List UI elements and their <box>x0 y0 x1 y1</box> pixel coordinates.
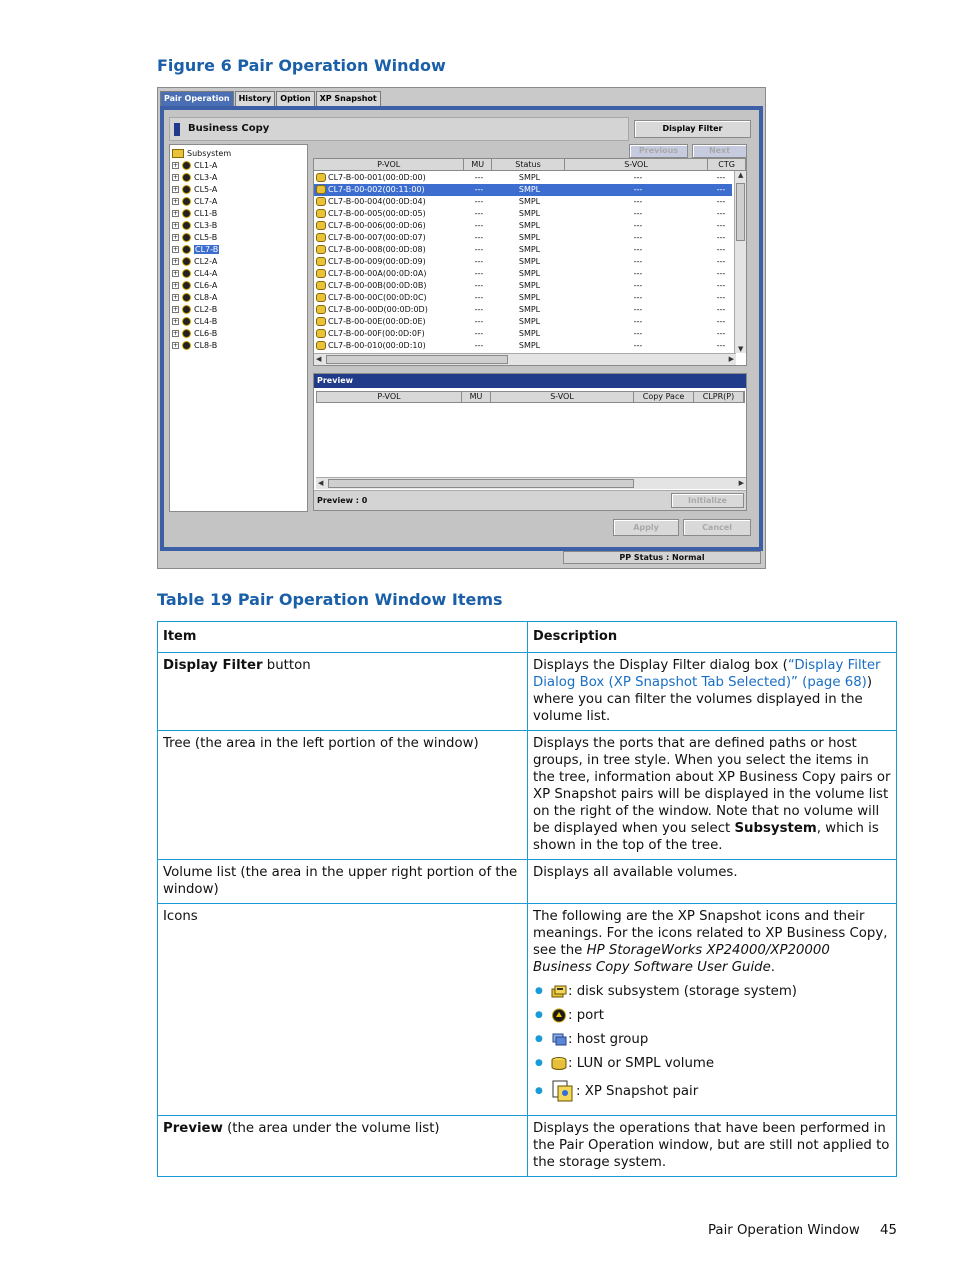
volume-pvol-text: CL7-B-00-004(00:0D:04) <box>328 197 426 206</box>
expand-icon[interactable]: + <box>173 305 179 313</box>
tree-port-node[interactable] <box>172 327 217 339</box>
item-bold: Display Filter <box>163 658 263 673</box>
tab-xp-snapshot[interactable]: XP Snapshot <box>316 91 381 106</box>
volume-cell-svol: --- <box>633 281 643 290</box>
preview-col-clpr[interactable]: CLPR(P) <box>694 392 744 402</box>
tree-port-label: CL6-B <box>194 328 218 338</box>
description-cell: Displays the operations that have been performed in the Pair Operation window, but are still not applied to the storage system. <box>528 1116 897 1177</box>
item-cell: Tree (the area in the left portion of the window) <box>158 731 528 860</box>
volume-pvol-text: CL7-B-00-005(00:0D:05) <box>328 209 426 218</box>
volume-cell-ctg: --- <box>716 341 726 350</box>
volume-cell-status: SMPL <box>518 281 541 290</box>
port-icon <box>182 305 191 314</box>
tree-port-node[interactable] <box>172 243 219 255</box>
volume-cell-mu: --- <box>474 197 484 206</box>
volume-row[interactable] <box>314 220 732 232</box>
col-status[interactable]: Status <box>492 159 565 171</box>
volume-cell-pvol <box>314 280 465 292</box>
volume-pvol-text: CL7-B-00-001(00:0D:00) <box>328 173 426 182</box>
host-group-icon <box>551 1032 567 1047</box>
volume-cell-svol: --- <box>633 185 643 194</box>
volume-cell-svol: --- <box>633 257 643 266</box>
volume-row[interactable] <box>314 244 732 256</box>
table-header-row <box>158 622 897 653</box>
volume-row[interactable] <box>314 268 732 280</box>
lun-icon <box>316 293 326 302</box>
lun-icon <box>316 233 326 242</box>
desc-pre: The following are the XP Snapshot icons and their meanings. For the icons related to XP Business Copy, see the <box>533 909 888 958</box>
scroll-left-icon[interactable]: ◀ <box>316 355 322 363</box>
snapshot-pair-icon <box>551 1079 575 1103</box>
list-item <box>533 983 891 1000</box>
table-row <box>158 653 897 731</box>
expand-icon[interactable]: + <box>173 281 179 289</box>
expand-icon[interactable]: + <box>173 197 179 205</box>
volume-cell-mu: --- <box>474 293 484 302</box>
expand-icon[interactable]: + <box>173 221 179 229</box>
volume-cell-mu: --- <box>474 209 484 218</box>
volume-row[interactable] <box>314 280 732 292</box>
icon-list <box>533 983 891 1103</box>
volume-row[interactable] <box>314 316 732 328</box>
tab-bar <box>160 91 382 106</box>
volume-cell-status: SMPL <box>518 245 541 254</box>
volume-cell-ctg: --- <box>716 317 726 326</box>
cancel-button[interactable]: Cancel <box>683 519 751 536</box>
volume-cell-pvol <box>314 292 465 304</box>
volume-cell-status: SMPL <box>518 329 541 338</box>
volume-cell-svol: --- <box>633 269 643 278</box>
volume-cell-mu: --- <box>474 257 484 266</box>
volume-cell-mu: --- <box>474 245 484 254</box>
disk-subsystem-icon <box>551 984 567 999</box>
lun-icon <box>316 245 326 254</box>
scroll-thumb[interactable] <box>736 183 745 241</box>
volume-cell-ctg: --- <box>716 257 726 266</box>
scroll-down-icon[interactable]: ▼ <box>738 345 744 353</box>
lun-icon <box>316 173 326 182</box>
section-title: Business Copy <box>188 123 270 134</box>
lun-icon <box>316 221 326 230</box>
volume-pvol-text: CL7-B-00-00C(00:0D:0C) <box>328 293 427 302</box>
tree-port-node[interactable] <box>172 207 217 219</box>
lun-icon <box>316 257 326 266</box>
port-icon <box>182 293 191 302</box>
volume-pvol-text: CL7-B-00-00D(00:0D:0D) <box>328 305 428 314</box>
figure-caption: Figure 6 Pair Operation Window <box>157 56 446 75</box>
preview-scroll-left-icon[interactable]: ◀ <box>318 479 324 487</box>
table-row <box>158 860 897 904</box>
volume-cell-pvol <box>314 256 465 268</box>
previous-button[interactable]: Previous <box>629 144 688 158</box>
volume-cell-svol: --- <box>633 245 643 254</box>
expand-icon[interactable]: + <box>173 185 179 193</box>
desc-post: . <box>770 960 776 975</box>
volume-cell-mu: --- <box>474 221 484 230</box>
volume-cell-status: SMPL <box>518 293 541 302</box>
port-icon <box>182 197 191 206</box>
volume-row[interactable] <box>314 304 732 316</box>
list-item <box>533 1031 891 1048</box>
volume-pvol-text: CL7-B-00-00F(00:0D:0F) <box>328 329 425 338</box>
preview-panel <box>313 373 747 511</box>
volume-row[interactable] <box>314 172 732 184</box>
tree-port-label: CL6-A <box>194 280 218 290</box>
tree-port-label: CL3-B <box>194 220 218 230</box>
lun-icon <box>316 281 326 290</box>
volume-cell-status: SMPL <box>518 221 541 230</box>
expand-icon[interactable]: + <box>173 233 179 241</box>
volume-pvol-text: CL7-B-00-00A(00:0D:0A) <box>328 269 427 278</box>
volume-cell-svol: --- <box>633 317 643 326</box>
expand-icon[interactable]: + <box>173 209 179 217</box>
col-pvol[interactable]: P-VOL <box>314 159 464 171</box>
volume-cell-pvol <box>314 184 465 196</box>
desc-post: , which is shown in the top of the tree. <box>533 821 879 853</box>
volume-cell-svol: --- <box>633 329 643 338</box>
expand-icon[interactable]: + <box>173 329 179 337</box>
volume-list <box>313 158 747 366</box>
volume-cell-mu: --- <box>474 317 484 326</box>
volume-row[interactable] <box>314 232 732 244</box>
desc-pre: Displays the Display Filter dialog box ( <box>533 658 788 673</box>
volume-pvol-text: CL7-B-00-009(00:0D:09) <box>328 257 426 266</box>
tab-history[interactable]: History <box>235 91 276 106</box>
volume-cell-pvol <box>314 244 465 256</box>
lun-icon <box>316 269 326 278</box>
table-row <box>158 1116 897 1177</box>
volume-cell-pvol <box>314 220 465 232</box>
scroll-right-icon[interactable]: ▶ <box>728 355 734 363</box>
volume-cell-ctg: --- <box>716 197 726 206</box>
port-icon <box>182 173 191 182</box>
volume-cell-pvol <box>314 328 465 340</box>
initialize-button[interactable]: Initialize <box>671 493 744 508</box>
volume-cell-svol: --- <box>633 293 643 302</box>
volume-cell-pvol <box>314 316 465 328</box>
tree-port-node[interactable] <box>172 339 217 351</box>
volume-row[interactable] <box>314 208 732 220</box>
item-cell <box>158 1116 528 1177</box>
volume-cell-svol: --- <box>633 221 643 230</box>
volume-pvol-text: CL7-B-00-00B(00:0D:0B) <box>328 281 427 290</box>
volume-cell-status: SMPL <box>518 173 541 182</box>
expand-icon[interactable]: + <box>173 161 179 169</box>
tree-port-label: CL1-B <box>194 208 218 218</box>
tree-port-node[interactable] <box>172 267 217 279</box>
port-icon <box>182 341 191 350</box>
tree-port-label: CL5-B <box>194 232 218 242</box>
scroll-up-icon[interactable]: ▲ <box>738 171 744 179</box>
tree-port-label: CL3-A <box>194 172 218 182</box>
description-cell <box>528 653 897 731</box>
volume-list-vertical-scrollbar[interactable] <box>734 171 746 353</box>
volume-cell-pvol <box>314 268 465 280</box>
volume-cell-pvol <box>314 196 465 208</box>
description-cell: Displays all available volumes. <box>528 860 897 904</box>
preview-col-copy-pace[interactable]: Copy Pace <box>634 392 694 402</box>
volume-cell-status: SMPL <box>518 305 541 314</box>
desc-post: ) where you can filter the volumes displayed in the volume list. <box>533 675 873 724</box>
expand-icon[interactable]: + <box>173 269 179 277</box>
apply-button[interactable]: Apply <box>613 519 679 536</box>
tree-port-label: CL5-A <box>194 184 218 194</box>
port-icon <box>551 1008 567 1023</box>
preview-header <box>316 391 745 403</box>
table-row <box>158 904 897 1116</box>
display-filter-button[interactable]: Display Filter <box>634 120 751 138</box>
volume-cell-status: SMPL <box>518 197 541 206</box>
volume-list-horizontal-scrollbar[interactable] <box>314 353 736 365</box>
icon-meaning: ● : XP Snapshot pair <box>576 1083 699 1099</box>
volume-cell-pvol <box>314 208 465 220</box>
icon-meaning: ● : host group <box>568 1032 649 1047</box>
volume-cell-pvol <box>314 172 465 184</box>
preview-scroll-thumb[interactable] <box>328 479 634 488</box>
volume-cell-status: SMPL <box>518 317 541 326</box>
volume-cell-ctg: --- <box>716 221 726 230</box>
preview-col-pvol[interactable]: P-VOL <box>317 392 462 402</box>
tree-port-label: CL1-A <box>194 160 218 170</box>
volume-cell-ctg: --- <box>716 293 726 302</box>
header-description: Description <box>528 622 897 653</box>
expand-icon[interactable]: + <box>173 341 179 349</box>
volume-cell-ctg: --- <box>716 209 726 218</box>
volume-cell-svol: --- <box>633 341 643 350</box>
port-icon <box>182 221 191 230</box>
items-table <box>157 621 897 1177</box>
volume-cell-mu: --- <box>474 329 484 338</box>
pair-operation-window <box>157 87 766 569</box>
volume-cell-status: SMPL <box>518 233 541 242</box>
volume-cell-svol: --- <box>633 209 643 218</box>
lun-icon <box>316 197 326 206</box>
volume-cell-pvol <box>314 340 465 352</box>
list-item <box>533 1079 891 1103</box>
volume-pvol-text: CL7-B-00-00E(00:0D:0E) <box>328 317 426 326</box>
col-svol[interactable]: S-VOL <box>565 159 708 171</box>
volume-cell-pvol <box>314 304 465 316</box>
preview-footer <box>314 490 746 510</box>
item-cell <box>158 653 528 731</box>
tree-port-node[interactable] <box>172 255 217 267</box>
volume-cell-mu: --- <box>474 269 484 278</box>
tree-port-node[interactable] <box>172 195 217 207</box>
volume-row[interactable] <box>314 292 732 304</box>
tree-port-node[interactable] <box>172 159 217 171</box>
volume-cell-ctg: --- <box>716 245 726 254</box>
volume-row[interactable] <box>314 328 732 340</box>
table-caption: Table 19 Pair Operation Window Items <box>157 590 503 609</box>
tree-port-label: CL4-A <box>194 268 218 278</box>
tree-port-label: CL2-A <box>194 256 218 266</box>
lun-icon <box>316 329 326 338</box>
volume-cell-status: SMPL <box>518 185 541 194</box>
col-mu[interactable]: MU <box>464 159 492 171</box>
preview-count: Preview : 0 <box>317 496 368 505</box>
item-rest: button <box>262 658 311 673</box>
expand-icon[interactable]: + <box>173 173 179 181</box>
disk-subsystem-icon <box>172 149 184 158</box>
port-icon <box>182 161 191 170</box>
expand-icon[interactable]: + <box>173 257 179 265</box>
tree-port-label: CL2-B <box>194 304 218 314</box>
tree-port-node[interactable] <box>172 279 217 291</box>
volume-cell-mu: --- <box>474 233 484 242</box>
preview-scroll-right-icon[interactable]: ▶ <box>738 479 744 487</box>
volume-cell-svol: --- <box>633 233 643 242</box>
description-cell <box>528 731 897 860</box>
volume-pvol-text: CL7-B-00-008(00:0D:08) <box>328 245 426 254</box>
preview-horizontal-scrollbar[interactable] <box>316 477 746 489</box>
tree-port-label: CL7-B <box>195 244 219 254</box>
col-ctg[interactable]: CTG <box>708 159 746 171</box>
volume-cell-svol: --- <box>633 197 643 206</box>
volume-cell-ctg: --- <box>716 329 726 338</box>
volume-cell-svol: --- <box>633 305 643 314</box>
description-cell <box>528 904 897 1116</box>
tab-pair-operation[interactable]: Pair Operation <box>160 91 234 106</box>
port-icon <box>182 329 191 338</box>
volume-pvol-text: CL7-B-00-006(00:0D:06) <box>328 221 426 230</box>
volume-cell-status: SMPL <box>518 209 541 218</box>
tree-root-subsystem[interactable] <box>172 147 231 159</box>
desc-bold: Subsystem <box>734 821 817 836</box>
volume-cell-pvol <box>314 232 465 244</box>
port-icon <box>182 281 191 290</box>
section-marker <box>174 123 180 136</box>
volume-pvol-text: CL7-B-00-010(00:0D:10) <box>328 341 426 350</box>
volume-row[interactable] <box>314 256 732 268</box>
lun-icon <box>316 185 326 194</box>
page-number: 45 <box>880 1223 897 1238</box>
volume-list-header <box>314 159 746 171</box>
volume-cell-mu: --- <box>474 305 484 314</box>
volume-cell-ctg: --- <box>716 185 726 194</box>
tree-port-label: CL4-B <box>194 316 218 326</box>
table-row <box>158 731 897 860</box>
expand-icon[interactable]: + <box>173 245 179 253</box>
item-cell: Volume list (the area in the upper right portion of the window) <box>158 860 528 904</box>
volume-pvol-text: CL7-B-00-002(00:11:00) <box>328 185 425 194</box>
volume-row[interactable] <box>314 196 732 208</box>
desc-pre: Displays the ports that are defined paths or host groups, in tree style. When you select the items in the tree, information about XP Business Copy pairs or XP Snapshot pairs will be displayed in the volume list on the right of the window. Note that no volume will be displayed when you select <box>533 736 891 836</box>
pp-status-bar: PP Status : Normal <box>563 551 761 564</box>
port-icon <box>182 209 191 218</box>
lun-icon <box>316 305 326 314</box>
volume-cell-status: SMPL <box>518 257 541 266</box>
volume-pvol-text: CL7-B-00-007(00:0D:07) <box>328 233 426 242</box>
header-item: Item <box>158 622 528 653</box>
port-icon <box>182 257 191 266</box>
expand-icon[interactable]: + <box>173 293 179 301</box>
expand-icon[interactable]: + <box>173 317 179 325</box>
volume-row[interactable] <box>314 340 732 352</box>
icon-meaning: ● : LUN or SMPL volume <box>568 1056 715 1071</box>
port-icon <box>182 317 191 326</box>
port-icon <box>182 245 191 254</box>
preview-title: Preview <box>314 374 746 388</box>
volume-row[interactable] <box>314 184 732 196</box>
tree-port-label: CL8-A <box>194 292 218 302</box>
volume-cell-ctg: --- <box>716 281 726 290</box>
volume-cell-ctg: --- <box>716 305 726 314</box>
tree-port-node[interactable] <box>172 183 217 195</box>
lun-smpl-volume-icon <box>551 1056 567 1071</box>
icon-meaning: ● : disk subsystem (storage system) <box>568 984 797 999</box>
icon-meaning: ● : port <box>568 1008 604 1023</box>
tree-port-node[interactable] <box>172 291 217 303</box>
port-icon <box>182 233 191 242</box>
tree-port-node[interactable] <box>172 303 217 315</box>
section-header <box>169 117 629 141</box>
volume-cell-svol: --- <box>633 173 643 182</box>
tree-port-node[interactable] <box>172 171 217 183</box>
tree-port-label: CL8-B <box>194 340 218 350</box>
volume-cell-status: SMPL <box>518 341 541 350</box>
tree-port-label: CL7-A <box>194 196 218 206</box>
footer-section-title: Pair Operation Window <box>708 1223 860 1238</box>
volume-cell-ctg: --- <box>716 233 726 242</box>
tree-port-node[interactable] <box>172 231 217 243</box>
tree-root-label: Subsystem <box>187 148 232 158</box>
tab-option[interactable]: Option <box>276 91 314 106</box>
volume-cell-mu: --- <box>474 281 484 290</box>
volume-cell-mu: --- <box>474 341 484 350</box>
port-tree <box>169 144 308 512</box>
preview-col-svol[interactable]: S-VOL <box>491 392 634 402</box>
item-cell: Icons <box>158 904 528 1116</box>
next-button[interactable]: Next <box>692 144 747 158</box>
tree-port-node[interactable] <box>172 219 217 231</box>
volume-cell-ctg: --- <box>716 173 726 182</box>
list-item <box>533 1055 891 1072</box>
lun-icon <box>316 341 326 350</box>
pair-operation-panel <box>160 106 763 551</box>
lun-icon <box>316 209 326 218</box>
tree-port-node[interactable] <box>172 315 217 327</box>
volume-cell-mu: --- <box>474 185 484 194</box>
volume-cell-ctg: --- <box>716 269 726 278</box>
desc-italic: HP StorageWorks XP24000/XP20000 Business Copy Software User Guide <box>533 943 830 975</box>
volume-cell-status: SMPL <box>518 269 541 278</box>
item-bold: Preview <box>163 1121 223 1136</box>
list-item <box>533 1007 891 1024</box>
horizontal-scroll-thumb[interactable] <box>326 355 508 364</box>
volume-cell-mu: --- <box>474 173 484 182</box>
port-icon <box>182 269 191 278</box>
lun-icon <box>316 317 326 326</box>
port-icon <box>182 185 191 194</box>
display-filter-dialog-link[interactable]: “Display Filter Dialog Box (XP Snapshot Tab Selected)” (page 68) <box>533 658 881 690</box>
preview-col-mu[interactable]: MU <box>462 392 491 402</box>
item-rest: (the area under the volume list) <box>222 1121 440 1136</box>
